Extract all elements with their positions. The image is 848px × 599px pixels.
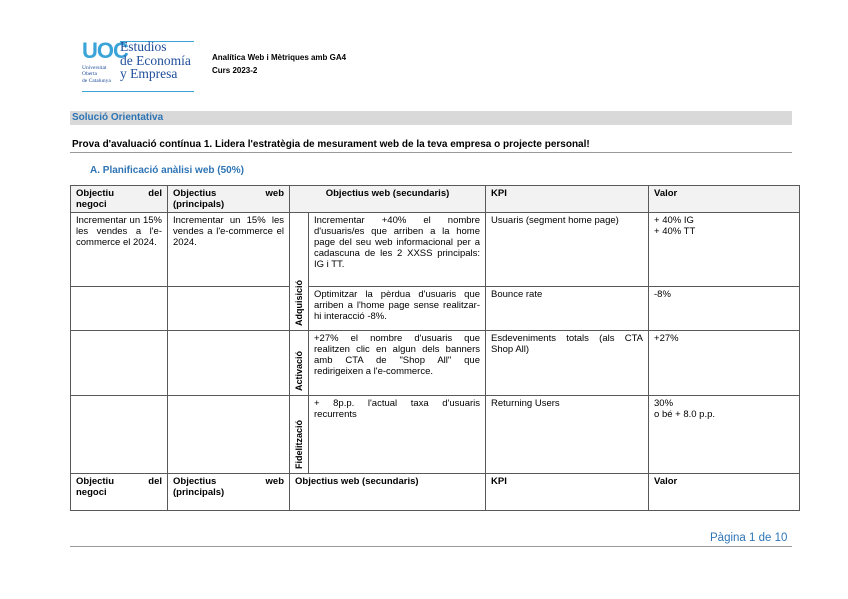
category-label: Activació bbox=[293, 350, 304, 391]
value-line: +27% bbox=[654, 333, 679, 344]
table-row bbox=[71, 213, 800, 287]
cell-web-secondary: +27% el nombre d'usuaris que realitzen clic en algun dels banners amb CTA de "Shop All" que redirigeixen a l'e-commerce. bbox=[309, 331, 486, 396]
logo-uoc-line: de Catalunya bbox=[82, 77, 111, 84]
logo-name-line: de Economía bbox=[120, 52, 191, 68]
solution-bar bbox=[70, 111, 792, 125]
solution-label: Solució Orientativa bbox=[72, 112, 164, 123]
cell-web-primary bbox=[168, 331, 290, 396]
header-web-primary: Objectius web (principals) bbox=[168, 186, 290, 213]
category-activation bbox=[290, 331, 309, 396]
cell-kpi: Bounce rate bbox=[486, 287, 649, 331]
header-business: Objectiu del negoci bbox=[71, 186, 168, 213]
table-row bbox=[71, 331, 800, 396]
logo-uoc-line: Oberta bbox=[82, 71, 97, 78]
cell-web-primary: Incrementar un 15% les vendes a l'e-commerce el 2024. bbox=[168, 213, 290, 287]
category-label: Fidelització bbox=[293, 419, 304, 469]
logo-name-line: Estudios bbox=[120, 39, 167, 54]
cell-web-secondary: Incrementar +40% el nombre d'usuaris/es que arriben a la home page del seu web informacional per a cadascuna de les 2 XXSS principals: IG i TT. bbox=[309, 213, 486, 287]
cell-kpi: Usuaris (segment home page) bbox=[486, 213, 649, 287]
cell-kpi: Returning Users bbox=[486, 396, 649, 474]
cell-value bbox=[649, 331, 800, 396]
cell-business bbox=[71, 396, 168, 474]
category-label: Adquisició bbox=[293, 279, 304, 326]
uoc-logo bbox=[82, 40, 196, 92]
footer-web-primary: Objectius web (principals) bbox=[168, 474, 290, 511]
logo-underline bbox=[82, 91, 194, 92]
category-loyalty bbox=[290, 396, 309, 474]
title-divider bbox=[70, 152, 792, 153]
footer-kpi: KPI bbox=[486, 474, 649, 511]
value-line: -8% bbox=[654, 289, 671, 300]
cell-web-primary bbox=[168, 287, 290, 331]
footer-divider bbox=[70, 546, 792, 547]
value-line: + 40% IG bbox=[654, 215, 694, 226]
logo-name bbox=[120, 40, 191, 81]
cell-value bbox=[649, 396, 800, 474]
document-title: Prova d'avaluació contínua 1. Lidera l'estratègia de mesurament web de la teva empresa o projecte personal! bbox=[72, 139, 590, 150]
cell-web-secondary: Optimitzar la pèrdua d'usuaris que arriben a l'home page sense realitzar-hi interacció -8%. bbox=[309, 287, 486, 331]
planning-table bbox=[70, 185, 800, 511]
value-line: o bé + 8.0 p.p. bbox=[654, 409, 716, 420]
header-term: Curs 2023-2 bbox=[212, 66, 258, 75]
logo-name-line: y Empresa bbox=[120, 66, 178, 81]
footer-web-secondary: Objectius web (secundaris) bbox=[290, 474, 486, 511]
section-heading: A. Planificació anàlisi web (50%) bbox=[90, 165, 244, 176]
cell-web-secondary: + 8p.p. l'actual taxa d'usuaris recurrents bbox=[309, 396, 486, 474]
cell-web-primary bbox=[168, 396, 290, 474]
header-kpi: KPI bbox=[486, 186, 649, 213]
cell-business: Incrementar un 15% les vendes a l'e-commerce el 2024. bbox=[71, 213, 168, 287]
cell-business bbox=[71, 287, 168, 331]
logo-uoc-text bbox=[82, 65, 111, 84]
cell-value bbox=[649, 213, 800, 287]
header-web-secondary: Objectius web (secundaris) bbox=[290, 186, 486, 213]
value-line: 30% bbox=[654, 398, 674, 409]
table-footer-row bbox=[71, 474, 800, 511]
header-value: Valor bbox=[649, 186, 800, 213]
footer-business: Objectiu del negoci bbox=[71, 474, 168, 511]
category-acquisition bbox=[290, 213, 309, 331]
uoc-mark-text: UOC bbox=[82, 38, 128, 63]
header-course: Analítica Web i Mètriques amb GA4 bbox=[212, 53, 347, 62]
footer-value: Valor bbox=[649, 474, 800, 511]
cell-value bbox=[649, 287, 800, 331]
table-row bbox=[71, 287, 800, 331]
page-number: Pàgina 1 de 10 bbox=[710, 532, 788, 544]
cell-kpi: Esdeveniments totals (als CTA Shop All) bbox=[486, 331, 649, 396]
table-row bbox=[71, 396, 800, 474]
table-header-row bbox=[71, 186, 800, 213]
cell-business bbox=[71, 331, 168, 396]
logo-uoc-line: Universitat bbox=[82, 65, 107, 71]
value-line: + 40% TT bbox=[654, 226, 696, 237]
